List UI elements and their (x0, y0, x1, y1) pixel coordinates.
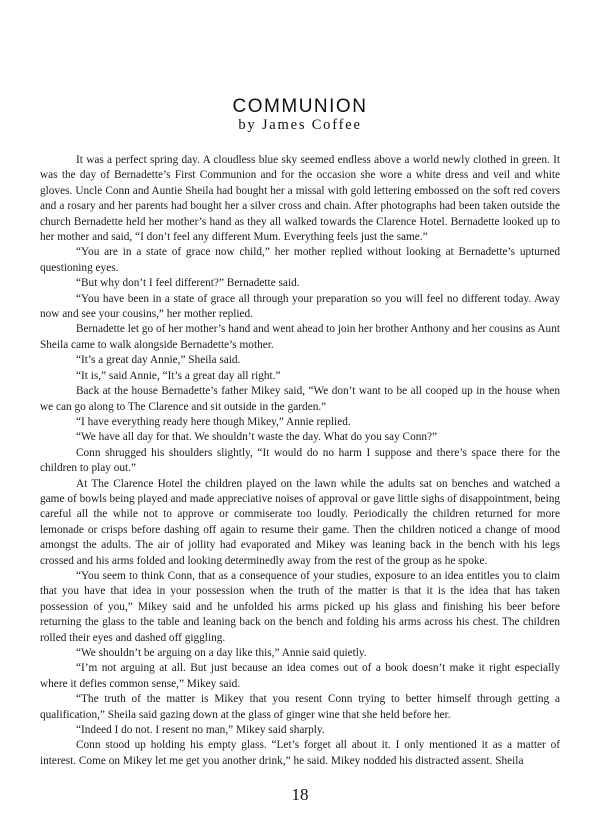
story-title: COMMUNION (232, 96, 368, 117)
paragraph: “But why don’t I feel different?” Bernadette said. (76, 277, 300, 290)
paragraph: It was a perfect spring day. A cloudless blue sky seemed endless above a world newly clothed in green. It was the day of Bernadette’s First Communion and for the occasion she wore a white dress and veil and white gloves. Uncle Conn and Auntie Sheila had bought her a missal with gold lettering embossed on the soft red covers and a rosary and her parents had bought her a silver cross and chain. After photographs had been taken outside the church Bernadette held her mother’s hand as they all walked towards the Clarence Hotel. Bernadette looked up to her mother and said, “I don’t feel any different Mum. Everything feels just the same.” (40, 154, 560, 244)
paragraph: “You have been in a state of grace all through your preparation so you will feel no different today. Away now and see your cousins,” her mother replied. (40, 292, 560, 321)
paragraph: “I have everything ready here though Mikey,” Annie replied. (76, 415, 351, 428)
paragraph: “The truth of the matter is Mikey that you resent Conn trying to better himself through getting a qualification,” Sheila said gazing down at the glass of ginger wine that she held before her. (40, 693, 560, 721)
paragraph: Back at the house Bernadette’s father Mikey said, “We don’t want to be all cooped up in the house when we can go along to The Clarence and sit outside in the garden.” (40, 385, 560, 413)
story-body (40, 153, 560, 769)
paragraph: At The Clarence Hotel the children played on the lawn while the adults sat on benches and watched a game of bowls being played and made appreciative noises of approval or gave little sighs of disappointment, being careful all the while not to approve or commiserate too loudly. Periodically the children returned for more lemonade or crisps before dashing off again to resume their game. Then the children noticed a change of mood amongst the adults. The air of jollity had evaporated and Mikey was leaning back in the bench with his legs crossed and his arms folded and looking determinedly away from the rest of the group as he spoke. (40, 477, 560, 567)
paragraph: Conn stood up holding his empty glass. “Let’s forget all about it. I only mentioned it as a matter of interest. Come on Mikey let me get you another drink,” he said. Mikey nodded his distracted assent. Sheila (40, 739, 560, 767)
paragraph: “It’s a great day Annie,” Sheila said. (76, 354, 241, 367)
paragraph: “You are in a state of grace now child,” her mother replied without looking at Bernadette’s upturned questioning eyes. (40, 246, 560, 274)
paragraph: “It is,” said Annie, “It’s a great day all right.” (76, 369, 281, 382)
paragraph: Bernadette let go of her mother’s hand and went ahead to join her brother Anthony and her cousins as Aunt Sheila came to walk alongside Bernadette’s mother. (40, 323, 560, 351)
paragraph: “Indeed I do not. I resent no man,” Mikey said sharply. (76, 724, 325, 737)
author-byline: by James Coffee (238, 117, 362, 133)
paragraph: Conn shrugged his shoulders slightly, “It would do no harm I suppose and there’s space there for the children to play out.” (40, 446, 560, 475)
paragraph: “We shouldn’t be arguing on a day like this,” Annie said quietly. (76, 647, 367, 659)
page-number: 18 (291, 785, 309, 804)
paragraph: “I’m not arguing at all. But just because an idea comes out of a book doesn’t make it right especially where it defies common sense,” Mikey said. (40, 662, 560, 690)
paragraph: “You seem to think Conn, that as a consequence of your studies, exposure to an idea entitles you to claim that you have that idea in your possession when the truth of the matter is that it is the idea that has taken possession of you,” Mikey said and he unfolded his arms picked up his glass and finishing his beer before returning the glass to the table and leaning back on the bench and folding his arms across his chest. The children rolled their eyes and dashed off giggling. (40, 569, 560, 644)
paragraph: “We have all day for that. We shouldn’t waste the day. What do you say Conn?” (76, 431, 438, 444)
